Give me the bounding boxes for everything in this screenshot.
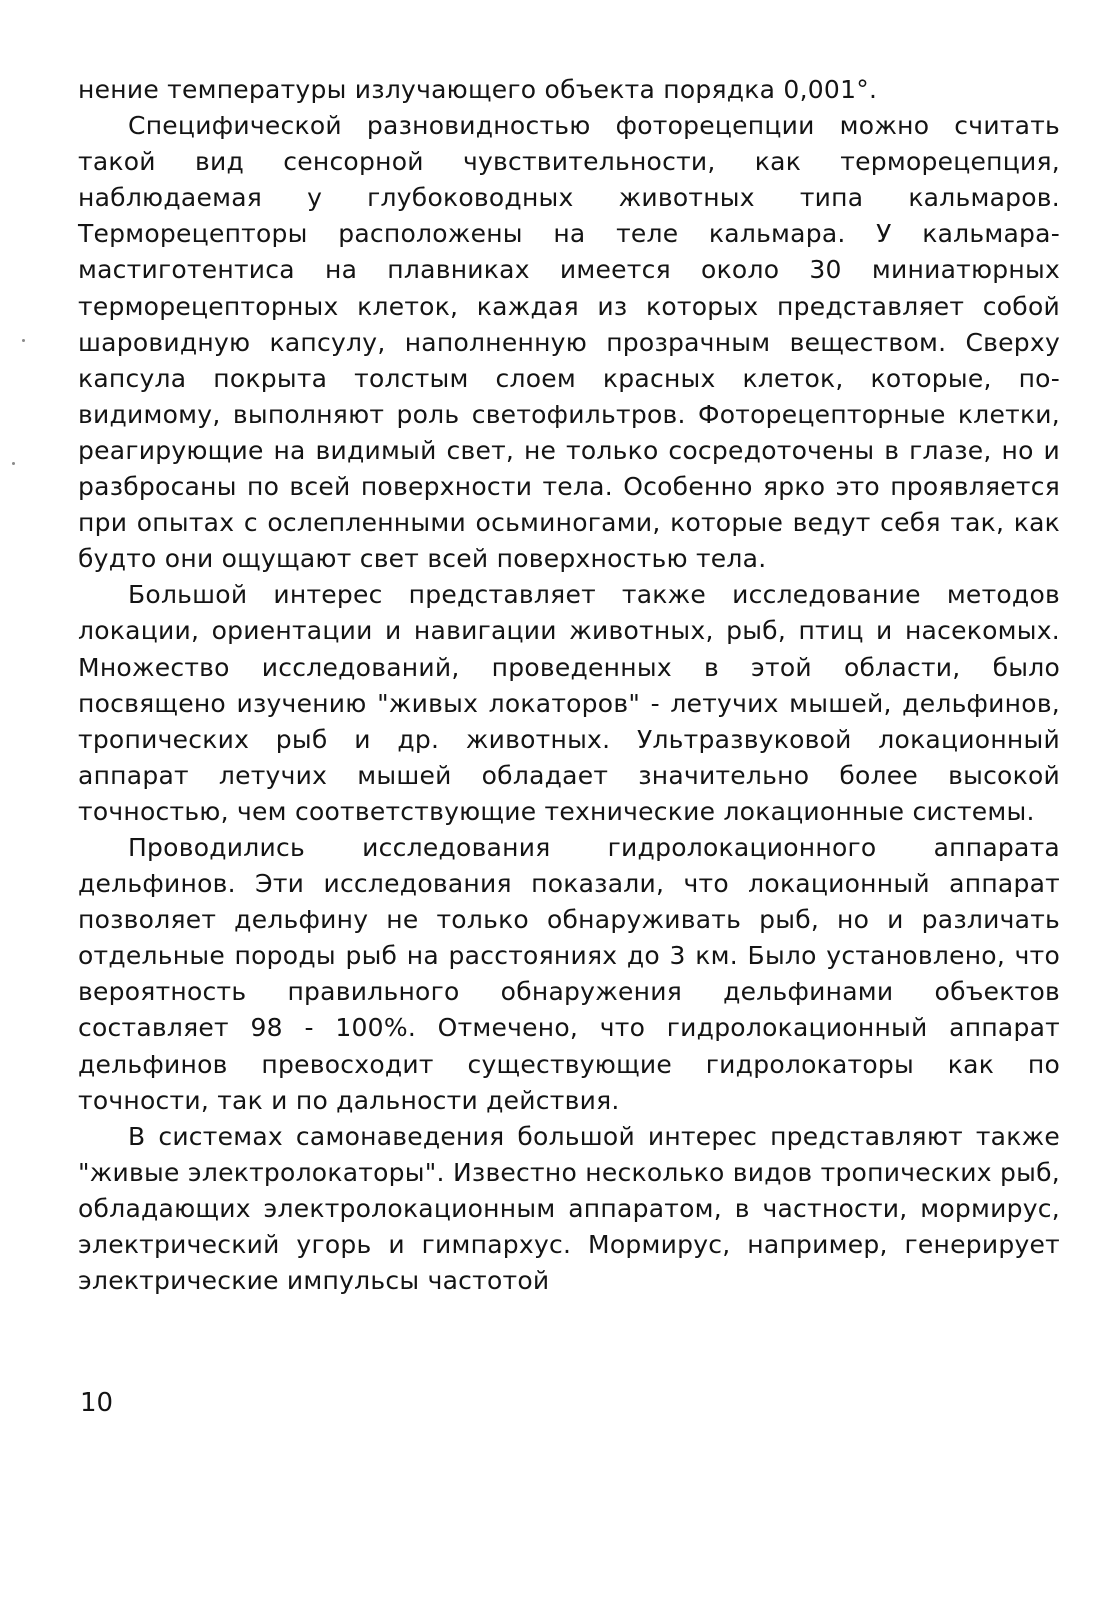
paragraph-dolphin-sonar: Проводились исследования гидролокационного аппарата дельфинов. Эти исследования показали, что локационный аппарат позволяет дельфину не только обнаруживать рыб, но и различать отдельные породы рыб на расстояниях до 3 км. Было установлено, что вероятность правильного обнаружения дельфинами объектов составляет 98 - 100%. Отмечено, что гидролокационный аппарат дельфинов превосходит существующие гидролокаторы как по точности, так и по дальности действия. [78, 832, 1060, 1115]
paragraph-electrolocators: В системах самонаведения большой интерес представляют также "живые электролокаторы". Известно несколько видов тропических рыб, обладающих электролокационным аппаратом, в частности, мормирус, электрический угорь и гимпархус. Мормирус, например, генерирует электрические импульсы частотой [78, 1121, 1060, 1296]
paragraph-location-methods: Большой интерес представляет также исследование методов локации, ориентации и навигации животных, рыб, птиц и насекомых. Множество исследований, проведенных в этой области, было посвящено изучению "живых локаторов" - летучих мышей, дельфинов, тропических рыб и др. животных. Ультразвуковой локационный аппарат летучих мышей обладает значительно более высокой точностью, чем соответствующие технические локационные системы. [78, 580, 1060, 826]
page-number: 10 [80, 1388, 114, 1418]
scan-speck [12, 462, 15, 465]
paragraph-continuation: нение температуры излучающего объекта порядка 0,001°. [78, 75, 878, 104]
paragraph-thermoreception: Специфической разновидностью фоторецепции можно считать такой вид сенсорной чувствительности, как терморецепция, наблюдаемая у глубоководных животных типа кальмаров. Терморецепторы расположены на теле кальмара. У кальмара-мастиготентиса на плавниках имеется около 30 миниатюрных терморецепторных клеток, каждая из которых представляет собой шаровидную капсулу, наполненную прозрачным веществом. Сверху капсула покрыта толстым слоем красных клеток, которые, по-видимому, выполняют роль светофильтров. Фоторецепторные клетки, реагирующие на видимый свет, не только сосредоточены в глазе, но и разбросаны по всей поверхности тела. Особенно ярко это проявляется при опытах с ослепленными осьминогами, которые ведут себя так, как будто они ощущают свет всей поверхностью тела. [78, 111, 1060, 574]
scan-speck [22, 339, 25, 342]
body-text [78, 72, 1060, 1299]
